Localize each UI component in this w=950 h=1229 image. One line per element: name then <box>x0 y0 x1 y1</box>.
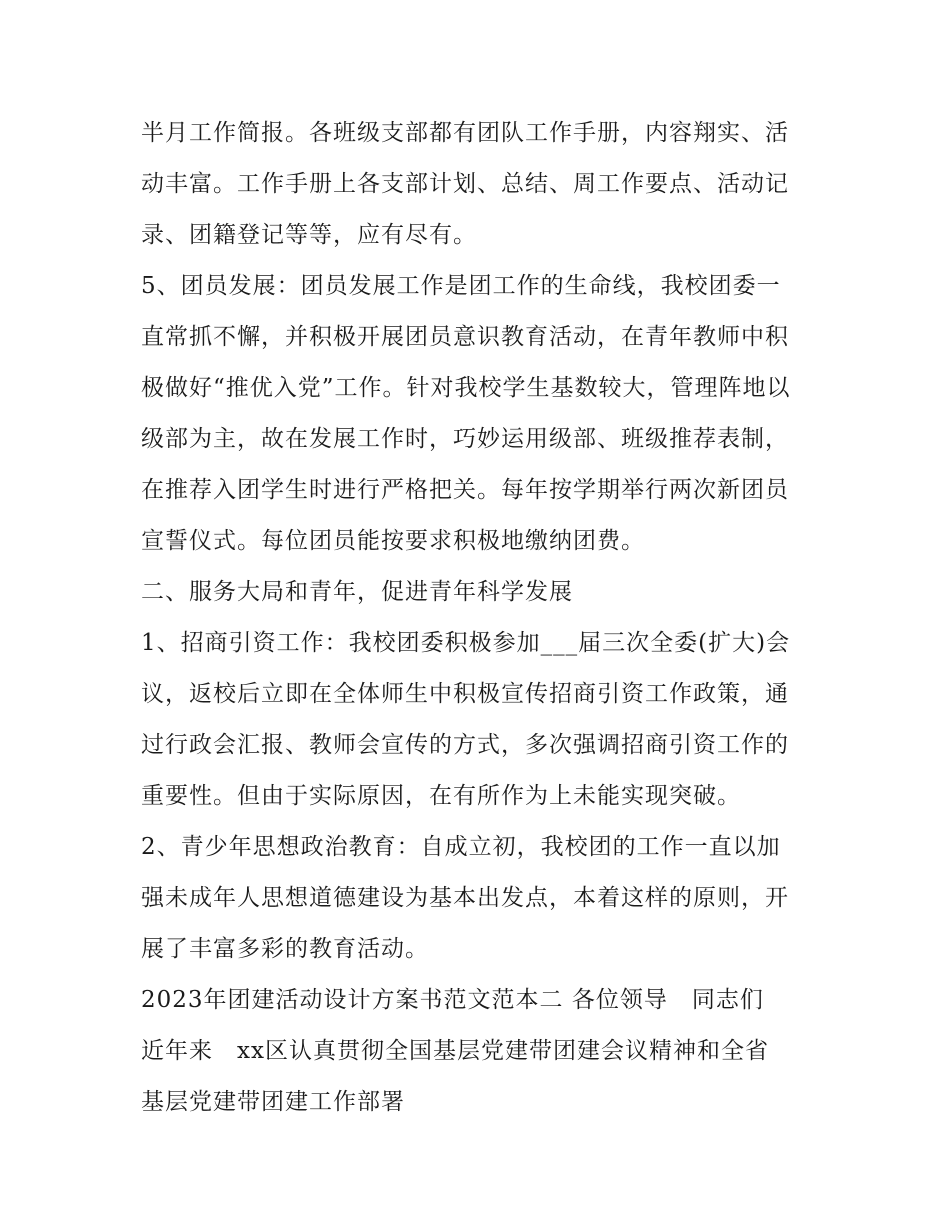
text-line: 半月工作简报。各班级支部都有团队工作手册，内容翔实、活 <box>141 120 789 146</box>
section-heading: 二、服务大局和青年，促进青年科学发展 <box>141 579 573 605</box>
text-line: 展了丰富多彩的教育活动。 <box>141 936 429 962</box>
text-line: 极做好“推优入党”工作。针对我校学生基数较大，管理阵地以 <box>141 375 791 401</box>
text-line: 宣誓仪式。每位团员能按要求积极地缴纳团费。 <box>141 528 645 554</box>
text-line: 基层党建带团建工作部署 <box>141 1089 405 1115</box>
text-line: 5、团员发展：团员发展工作是团工作的生命线，我校团委一 <box>141 273 781 299</box>
text-line: 过行政会汇报、教师会宣传的方式，多次强调招商引资工作的 <box>141 732 789 758</box>
text-line: 直常抓不懈，并积极开展团员意识教育活动，在青年教师中积 <box>141 324 789 350</box>
text-line: 录、团籍登记等等，应有尽有。 <box>141 222 477 248</box>
text-line: 议，返校后立即在全体师生中积极宣传招商引资工作政策，通 <box>141 681 789 707</box>
text-line: 动丰富。工作手册上各支部计划、总结、周工作要点、活动记 <box>141 171 789 197</box>
text-line: 1、招商引资工作：我校团委积极参加___届三次全委(扩大)会 <box>141 630 791 656</box>
text-line: 近年来 xx区认真贯彻全国基层党建带团建会议精神和全省 <box>141 1038 769 1064</box>
document-body <box>141 108 821 1128</box>
text-line: 在推荐入团学生时进行严格把关。每年按学期举行两次新团员 <box>141 477 789 503</box>
document-title-line: 2023年团建活动设计方案书范文范本二 各位领导 同志们 <box>141 987 764 1013</box>
text-line: 级部为主，故在发展工作时，巧妙运用级部、班级推荐表制， <box>141 426 789 452</box>
text-line: 重要性。但由于实际原因，在有所作为上未能实现突破。 <box>141 783 741 809</box>
text-line: 2、青少年思想政治教育：自成立初，我校团的工作一直以加 <box>141 834 781 860</box>
text-line: 强未成年人思想道德建设为基本出发点，本着这样的原则，开 <box>141 885 789 911</box>
